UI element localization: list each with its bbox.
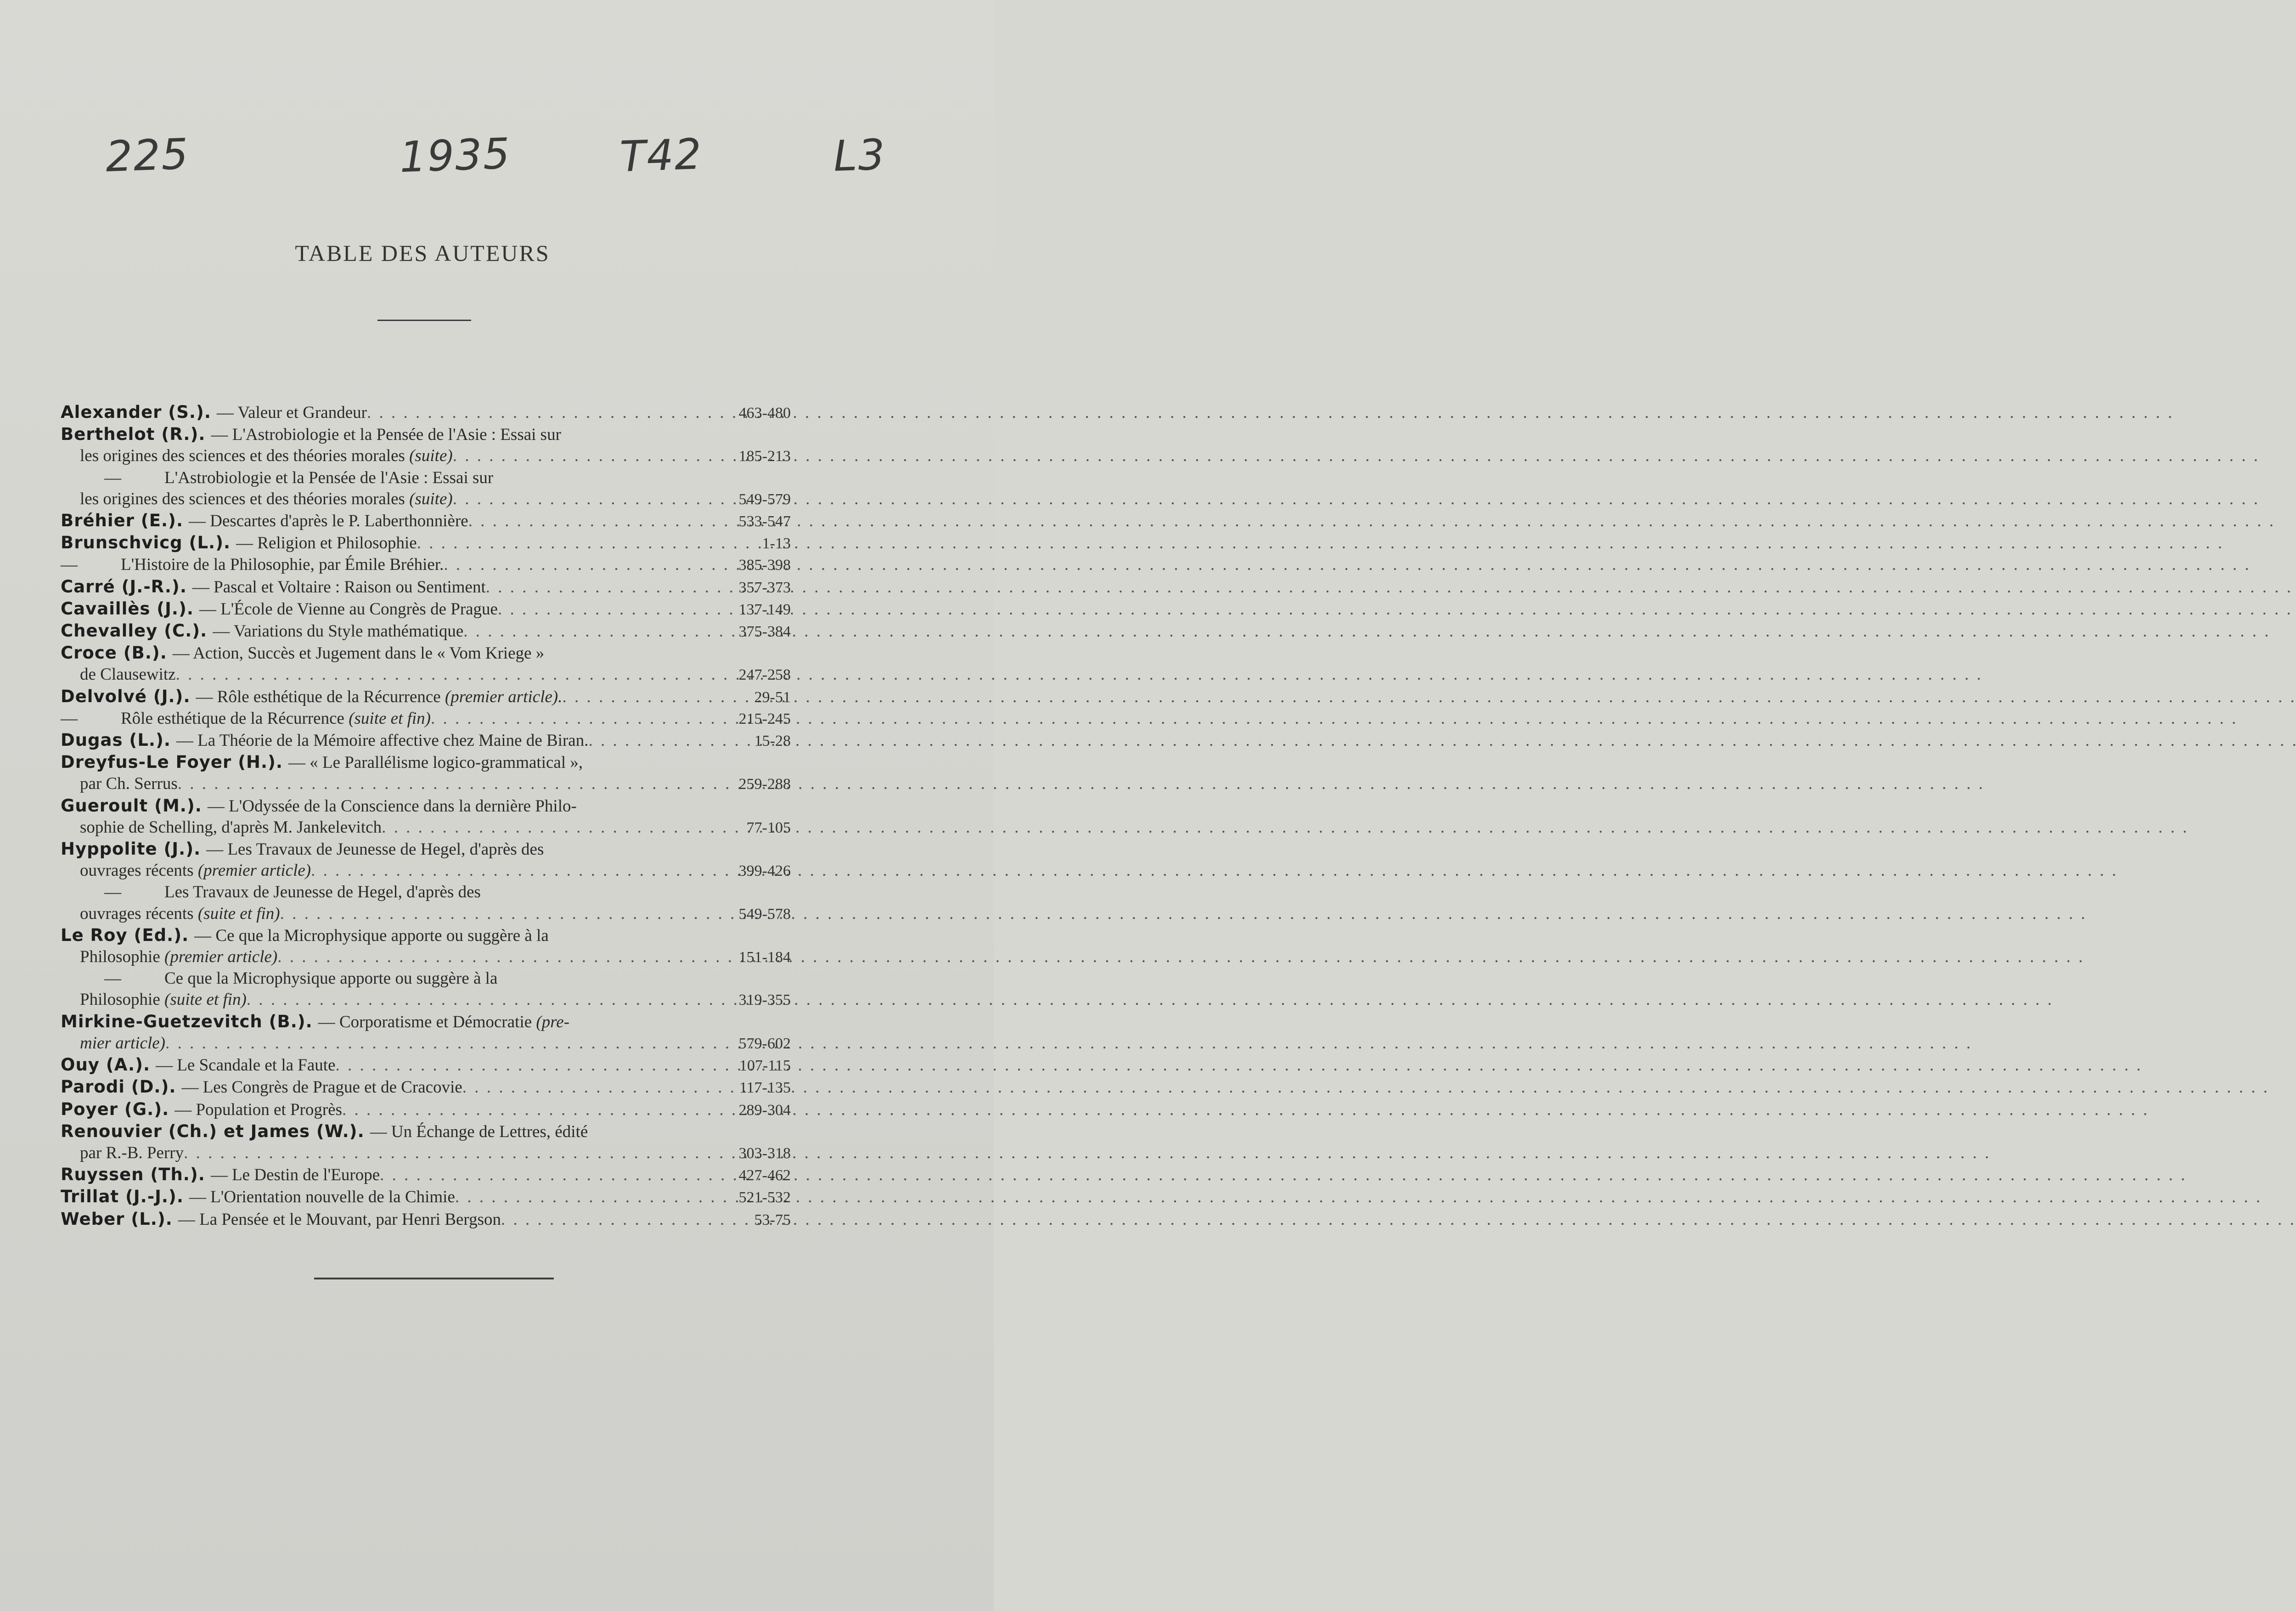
entry-title (211, 1165, 380, 1186)
entry-subline-continued (61, 903, 791, 925)
entry-text: Philosophie (80, 990, 160, 1009)
author-entry (61, 1011, 791, 1054)
entry-subline (61, 708, 791, 730)
entry-title (174, 1099, 342, 1121)
entry-line (61, 642, 791, 664)
author-entry (61, 1186, 791, 1208)
author-entry (61, 620, 791, 642)
author-name: Mirkine-Guetzevitch (B.). (61, 1011, 313, 1031)
page-range: 399-426 (738, 862, 791, 880)
entry-italic: (suite) (409, 446, 453, 466)
ditto-dash: — (61, 555, 78, 575)
entry-subtitle-continued (80, 489, 453, 510)
author-entry (61, 1209, 791, 1231)
author-name: Carré (J.-R.). (61, 576, 187, 597)
entry-title (176, 730, 589, 751)
entry-text: Les Travaux de Jeunesse de Hegel, d'après des (164, 883, 481, 902)
author-name: Berthelot (R.). (61, 424, 206, 445)
page-range: 357-373 (738, 579, 791, 596)
entry-text: — Le Destin de l'Europe (210, 1166, 380, 1185)
entry-title (189, 1187, 455, 1208)
entry-title (288, 752, 583, 773)
entry-title (178, 1209, 501, 1230)
entry-italic: (suite et fin) (349, 709, 431, 728)
entry-line (61, 424, 791, 445)
dot-leader (367, 402, 722, 423)
entry-title (211, 424, 561, 445)
entry-text: — L'Astrobiologie et la Pensée de l'Asie : Essai sur (211, 425, 561, 445)
page-range: 549-579 (738, 490, 791, 508)
dot-leader (380, 1165, 722, 1186)
entry-title-continued (80, 1143, 184, 1164)
author-entry (61, 402, 791, 424)
entry-subtitle (121, 554, 444, 575)
page-range: 549-578 (738, 905, 791, 923)
handwritten-volume: T42 (619, 129, 703, 182)
entry-italic: (suite et fin) (164, 990, 247, 1009)
author-name: Dreyfus-Le Foyer (H.). (61, 752, 283, 772)
entry-subtitle (164, 882, 481, 903)
author-name: Weber (L.). (61, 1209, 173, 1229)
entry-line-continued (61, 1143, 791, 1164)
page-range: 15-28 (754, 732, 791, 750)
entry-italic: (pre- (536, 1012, 570, 1031)
entry-text: Rôle esthétique de la Récurrence (121, 709, 344, 728)
entry-text: — Ce que la Microphysique apporte ou suggère à la (194, 926, 549, 945)
entry-text: — La Théorie de la Mémoire affective chez Maine de Biran. (176, 731, 589, 750)
dot-leader (165, 1033, 722, 1054)
entry-title (196, 687, 563, 708)
entry-text: — L'Orientation nouvelle de la Chimie (189, 1188, 455, 1207)
dot-leader (247, 989, 722, 1010)
author-name: Dugas (L.). (61, 730, 171, 750)
entry-text: de Clausewitz (80, 665, 176, 684)
entry-italic: (premier article) (164, 947, 278, 967)
page-range: 247-258 (738, 666, 791, 684)
author-entry (61, 730, 791, 752)
author-entry (61, 424, 791, 510)
entry-text: — L'École de Vienne au Congrès de Prague (199, 599, 498, 619)
author-name: Cavaillès (J.). (61, 598, 194, 619)
dot-leader (176, 664, 722, 685)
entry-text: les origines des sciences et des théories morales (80, 446, 405, 466)
author-entry (61, 1164, 791, 1186)
entry-line (61, 1121, 791, 1143)
author-name: Parodi (D.). (61, 1077, 176, 1097)
author-entry (61, 1121, 791, 1164)
entry-title (192, 577, 486, 598)
page-range: 259-288 (738, 776, 791, 793)
entry-title-continued (80, 946, 277, 968)
entry-title (318, 1012, 569, 1033)
entry-text: — Les Travaux de Jeunesse de Hegel, d'après des (206, 840, 544, 859)
dot-leader (382, 817, 722, 838)
dot-leader (486, 577, 722, 598)
entry-italic: (premier article) (197, 861, 311, 880)
entry-line (61, 1076, 791, 1098)
entry-text: — Action, Succès et Jugement dans le « Vom Kriege » (172, 644, 545, 663)
entry-title (156, 1055, 335, 1076)
entry-title (194, 925, 549, 946)
entry-subtitle (164, 968, 497, 989)
entry-text: — La Pensée et le Mouvant, par Henri Bergson (178, 1210, 501, 1229)
ditto-dash: — (61, 709, 78, 728)
dot-leader (455, 1187, 722, 1208)
entry-line (61, 1054, 791, 1076)
page-range: 385-398 (738, 557, 791, 574)
dot-leader (311, 860, 722, 881)
entry-line-continued (61, 1033, 791, 1054)
entry-subtitle-continued (80, 903, 280, 924)
author-entry (61, 510, 791, 532)
entry-line (61, 576, 791, 598)
dot-leader (462, 1077, 722, 1098)
entry-subline (61, 554, 791, 576)
bottom-rule (314, 1278, 554, 1279)
author-entry (61, 1054, 791, 1076)
entry-text: Philosophie (80, 947, 160, 967)
entry-subline (61, 882, 791, 903)
entry-title-continued (80, 1033, 165, 1054)
entry-line (61, 1186, 791, 1208)
entry-text: par Ch. Serrus (80, 774, 178, 794)
entry-subline-continued (61, 489, 791, 510)
entry-text: — Population et Progrès (174, 1100, 343, 1119)
entry-title-continued (80, 817, 382, 838)
handwritten-number: 225 (105, 129, 190, 182)
author-entry (61, 925, 791, 1011)
author-name: Trillat (J.-J.). (61, 1187, 184, 1207)
entry-text: — Rôle esthétique de la Récurrence (196, 687, 441, 706)
dot-leader (453, 489, 722, 510)
entry-line (61, 1099, 791, 1121)
ditto-dash: — (104, 468, 121, 487)
dot-leader (277, 946, 722, 968)
page-range: 533-547 (738, 513, 791, 530)
entry-line-continued (61, 664, 791, 686)
author-name: Croce (B.). (61, 643, 167, 663)
entry-title (199, 599, 498, 620)
entry-title (213, 621, 463, 642)
author-entry (61, 839, 791, 925)
handwritten-shelf: L3 (833, 130, 887, 181)
entry-title (206, 839, 544, 860)
author-entry (61, 1076, 791, 1098)
page-range: 579-602 (738, 1035, 791, 1052)
entry-text: Ce que la Microphysique apporte ou suggère à la (164, 969, 498, 988)
entry-text: — Pascal et Voltaire : Raison ou Sentiment (192, 577, 486, 597)
entry-title (181, 1077, 462, 1098)
author-name: Chevalley (C.). (61, 621, 208, 641)
dot-leader (498, 599, 722, 620)
entry-text: L'Histoire de la Philosophie, par Émile Bréhier. (121, 555, 444, 575)
entry-text: — Les Congrès de Prague et de Cracovie (181, 1078, 462, 1097)
page (0, 0, 994, 1611)
entry-text: par R.-B. Perry (80, 1143, 184, 1162)
entry-text: — Variations du Style mathématique (213, 622, 464, 641)
dot-leader (562, 687, 722, 708)
page-range: 215-245 (738, 710, 791, 727)
author-name: Hyppolite (J.). (61, 839, 201, 859)
entry-line (61, 620, 791, 642)
entry-text: — Religion et Philosophie (236, 534, 417, 553)
entry-text: ouvrages récents (80, 904, 194, 923)
author-name: Delvolvé (J.). (61, 686, 191, 706)
entry-line-continued (61, 773, 791, 795)
entry-line (61, 510, 791, 532)
ditto-dash: — (104, 969, 121, 988)
entry-line-continued (61, 817, 791, 839)
entry-line (61, 1011, 791, 1033)
entry-text: — L'Odyssée de la Conscience dans la dernière Philo- (207, 796, 577, 816)
author-name: Gueroult (M.). (61, 795, 202, 816)
entry-subline (61, 468, 791, 489)
dot-leader (178, 773, 722, 794)
dot-leader (184, 1143, 722, 1164)
entry-text: ouvrages récents (80, 861, 194, 880)
entry-title (370, 1121, 588, 1143)
author-entry (61, 686, 791, 730)
entry-subline (61, 968, 791, 989)
entry-line (61, 598, 791, 620)
page-title: TABLE DES AUTEURS (295, 240, 550, 266)
author-name: Poyer (G.). (61, 1099, 169, 1119)
author-name: Brunschvicg (L.). (61, 533, 231, 553)
page-range: 521-532 (738, 1189, 791, 1206)
page-range: 1-13 (762, 535, 791, 552)
entry-line (61, 1164, 791, 1186)
entry-line (61, 730, 791, 752)
entry-subline-continued (61, 989, 791, 1011)
entry-line (61, 925, 791, 946)
page-range: 107-115 (739, 1057, 791, 1075)
page-range: 319-355 (738, 991, 791, 1009)
entry-line-continued (61, 946, 791, 968)
page-range: 303-318 (738, 1144, 791, 1162)
page-range: 151-184 (738, 949, 791, 966)
page-range: 427-462 (738, 1167, 791, 1184)
dot-leader (501, 1209, 722, 1230)
entry-line (61, 532, 791, 554)
entry-text: — Descartes d'après le P. Laberthonnière (189, 512, 468, 531)
entry-title-continued (80, 445, 453, 467)
entry-italic: (premier article). (445, 687, 563, 706)
dot-leader (588, 730, 722, 751)
entry-title (189, 511, 468, 532)
dot-leader (342, 1099, 722, 1121)
author-name: Renouvier (Ch.) et James (W.). (61, 1121, 365, 1141)
author-name: Ouy (A.). (61, 1055, 151, 1075)
author-name: Bréhier (E.). (61, 511, 183, 531)
dot-leader (463, 621, 722, 642)
page-range: 53-75 (754, 1211, 791, 1228)
dot-leader (280, 903, 722, 924)
entry-text: — Un Échange de Lettres, édité (370, 1122, 588, 1141)
table-of-authors (61, 402, 791, 1231)
page-range: 29-51 (754, 688, 791, 706)
title-rule (377, 320, 471, 321)
entry-text: — Le Scandale et la Faute (156, 1056, 336, 1075)
entry-line (61, 795, 791, 817)
entry-line (61, 839, 791, 860)
page-range: 289-304 (738, 1101, 791, 1119)
dot-leader (431, 708, 722, 729)
author-entry (61, 642, 791, 686)
page-range: 375-384 (738, 623, 791, 641)
entry-italic: mier article) (80, 1033, 165, 1053)
entry-title-continued (80, 664, 176, 685)
author-entry (61, 752, 791, 795)
author-entry (61, 532, 791, 576)
author-name: Ruyssen (Th.). (61, 1165, 205, 1185)
entry-line (61, 752, 791, 773)
author-name: Le Roy (Ed.). (61, 925, 189, 945)
entry-subtitle (164, 468, 493, 489)
entry-italic: (suite) (409, 489, 453, 508)
dot-leader (453, 445, 722, 467)
handwritten-year: 1935 (399, 129, 512, 182)
entry-text: les origines des sciences et des théories morales (80, 489, 405, 508)
page-range: 137-149 (738, 601, 791, 618)
entry-line (61, 686, 791, 708)
entry-title-continued (80, 773, 178, 794)
page-range: 77-105 (746, 819, 791, 836)
entry-italic: (suite et fin) (197, 904, 280, 923)
entry-line-continued (61, 445, 791, 467)
page-range: 185-213 (738, 448, 791, 465)
entry-title (217, 402, 367, 423)
page-range: 117-135 (739, 1079, 791, 1097)
dot-leader (468, 511, 722, 532)
entry-title (236, 533, 417, 554)
entry-text: sophie de Schelling, d'après M. Jankelevitch (80, 817, 382, 837)
author-entry (61, 795, 791, 839)
entry-title-continued (80, 860, 311, 881)
author-name: Alexander (S.). (61, 402, 211, 422)
author-entry (61, 598, 791, 620)
entry-line (61, 402, 791, 424)
entry-text: L'Astrobiologie et la Pensée de l'Asie : Essai sur (164, 468, 494, 487)
author-entry (61, 1099, 791, 1121)
dot-leader (444, 554, 722, 575)
page-range: 463-480 (738, 405, 791, 422)
entry-line-continued (61, 860, 791, 882)
entry-subtitle (121, 708, 431, 729)
entry-title (173, 643, 544, 664)
entry-subtitle-continued (80, 989, 247, 1010)
entry-title (208, 796, 577, 817)
dot-leader (417, 533, 722, 554)
entry-text: — Valeur et Grandeur (216, 403, 367, 422)
ditto-dash: — (104, 883, 121, 902)
entry-line (61, 1209, 791, 1231)
entry-text: — Corporatisme et Démocratie (318, 1012, 532, 1031)
dot-leader (336, 1055, 722, 1076)
author-entry (61, 576, 791, 598)
entry-text: — « Le Parallélisme logico-grammatical », (288, 753, 583, 772)
